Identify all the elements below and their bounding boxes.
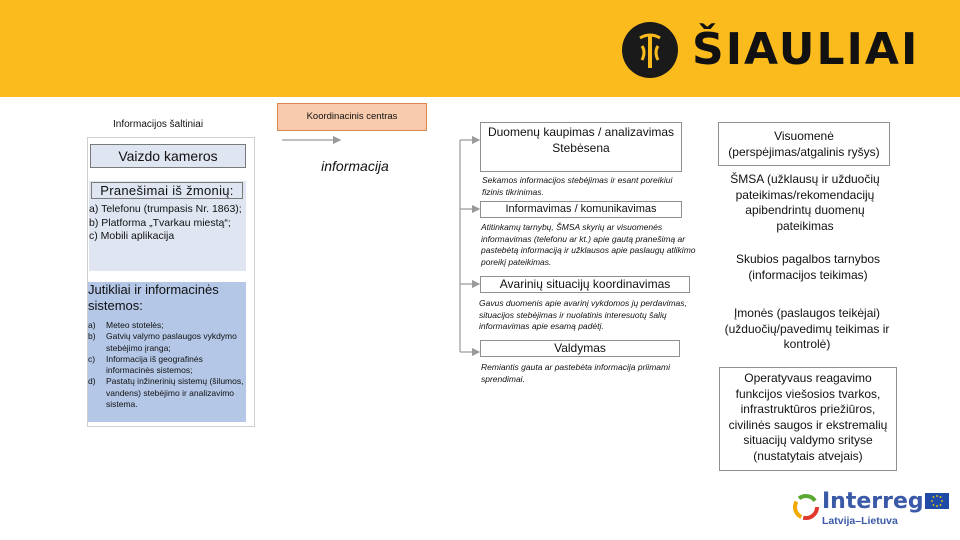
step-caption: Gavus duomenis apie avarinį vykdomos jų perdavimas, situacijos stebėjimas ir nuolatinis interesuotų šalių informavimas apie esamą padėtį.: [479, 298, 687, 331]
report-item: c) Mobili aplikacija: [89, 230, 175, 242]
step-data-analysis-box: [480, 122, 682, 172]
step-caption: Remiantis gauta ar pastebėta informacija priimami sprendimai.: [481, 362, 670, 384]
step-management-box: Valdymas: [480, 340, 680, 357]
report-item: a) Telefonu (trumpasis Nr. 1863);: [89, 203, 242, 215]
interreg-title: Interreg: [822, 489, 924, 514]
step-subtitle: Stebėsena: [552, 141, 610, 155]
operative-response-box: Operatyvaus reagavimo funkcijos viešosios tvarkos, infrastruktūros priežiūros, civilinės saugos ir ekstremalių situacijų valdymo srityse (nustatytais atvejais): [719, 367, 897, 471]
step-informing-box: Informavimas / komunikavimas: [480, 201, 682, 218]
video-cameras-box: Vaizdo kameros: [90, 144, 246, 168]
sensor-item: a) Meteo stotelės;: [88, 320, 164, 330]
sources-label: Informacijos šaltiniai: [113, 119, 204, 130]
smsa-text: ŠMSA (užklausų ir užduočių pateikimas/rekomendacijų apibendrintų duomenų pateikimas: [730, 172, 880, 233]
information-label: informacija: [321, 158, 389, 174]
eu-flag-icon: [925, 493, 949, 509]
sensors-title: Jutikliai ir informacinės sistemos:: [88, 282, 219, 313]
interreg-logo: [790, 490, 955, 535]
reports-title: Pranešimai iš žmonių:: [91, 182, 243, 199]
reports-list: [89, 203, 249, 244]
sensor-item: d) Pastatų inžinerinių sistemų (šilumos, vandens) stebėjimo ir analizavimo sistema.: [88, 376, 244, 410]
sensor-item: b) Gatvių valymo paslaugos vykdymo stebėjimo įranga;: [88, 331, 237, 353]
sensors-list: [88, 320, 246, 410]
siauliai-logo-text: ŠIAULIAI: [692, 24, 920, 75]
report-item: b) Platforma „Tvarkau miestą“;: [89, 216, 231, 229]
coordination-center-box: Koordinacinis centras: [277, 103, 427, 131]
interreg-logo-icon: [792, 493, 820, 521]
interreg-subtitle: Latvija–Lietuva: [822, 515, 898, 527]
public-box: Visuomenė (perspėjimas/atgalinis ryšys): [718, 122, 890, 166]
step-caption: Atitinkamų tarnybų, ŠMSA skyrių ar visuomenės informavimas (telefonu ar kt.) apie gautą pranešimą ar pastebėtą informaciją ir užklausos apie paslaugų atlikimo poreikį pateikimas.: [481, 222, 696, 267]
companies-text: Įmonės (paslaugos teikėjai) (užduočių/pavedimų teikimas ir kontrolė): [724, 306, 890, 351]
sensor-item: c) Informacija iš geografinės informacinės sistemos;: [88, 353, 203, 376]
emergency-services-text: Skubios pagalbos tarnybos (informacijos teikimas): [735, 252, 881, 282]
step-caption: Sekamos informacijos stebėjimas ir esant poreikiui fizinis tikrinimas.: [482, 175, 673, 197]
step-title: Duomenų kaupimas / analizavimas: [487, 125, 675, 139]
step-emergency-box: Avarinių situacijų koordinavimas: [480, 276, 690, 293]
